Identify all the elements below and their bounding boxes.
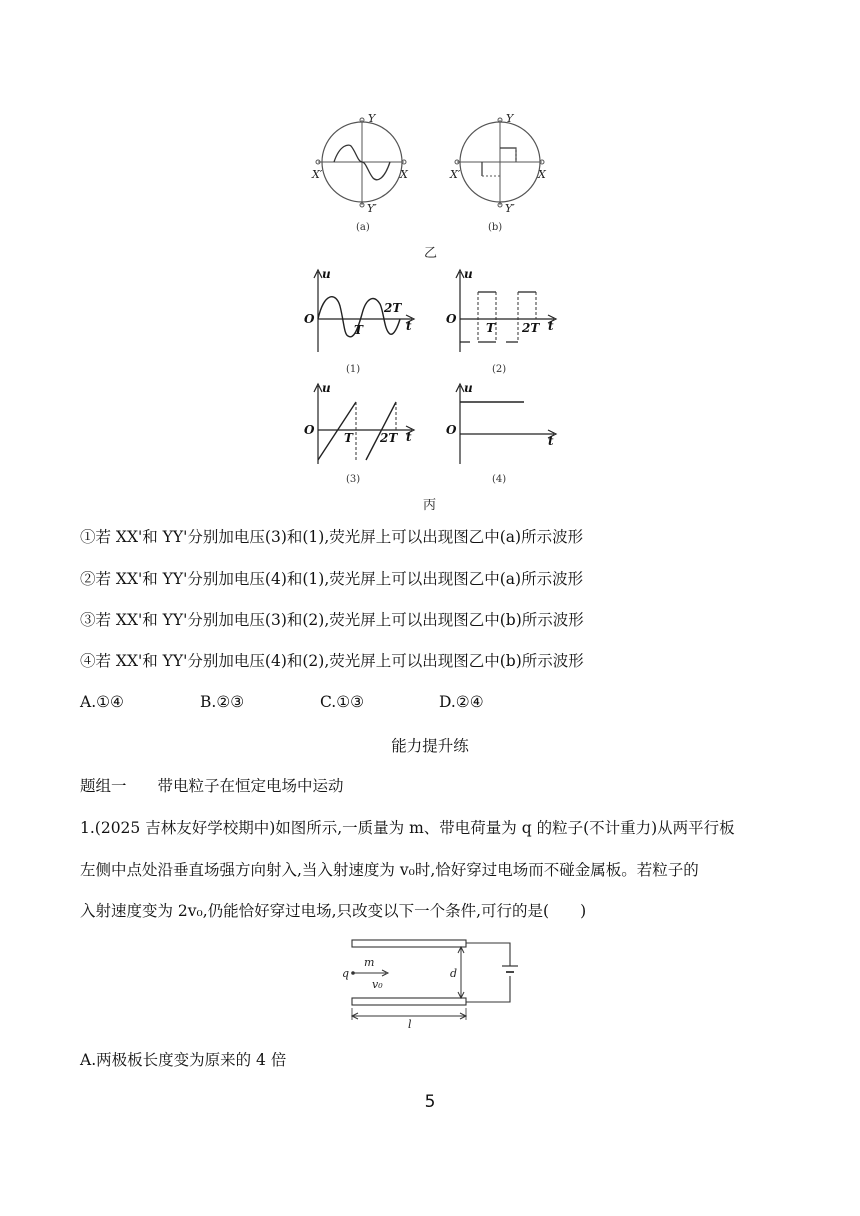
y-label-a: Y xyxy=(368,112,376,125)
plate-figure xyxy=(330,936,530,1028)
x-label-a: X xyxy=(400,168,408,181)
u-label-4: u xyxy=(464,381,473,395)
x-neg-label-a: X′ xyxy=(312,168,323,181)
option-d: D.②④ xyxy=(439,693,484,711)
label-m: m xyxy=(364,956,375,969)
statement-1: ①若 XX'和 YY'分别加电压(3)和(1),荧光屏上可以出现图乙中(a)所示波形 xyxy=(80,528,584,546)
lower-plate xyxy=(352,998,466,1005)
option-c: C.①③ xyxy=(320,693,365,711)
screen-a xyxy=(311,112,409,215)
question-line-2: 左侧中点处沿垂直场强方向射入,当入射速度为 v₀时,恰好穿过电场而不碰金属板。若粒子的 xyxy=(80,861,699,879)
graph-3 xyxy=(304,381,414,464)
t-label-4: t xyxy=(548,434,554,448)
tick-T-1: T xyxy=(354,323,363,337)
answer-a: A.两极板长度变为原来的 4 倍 xyxy=(80,1051,287,1069)
tick-T-3: T xyxy=(344,431,353,445)
tick-T-2: T xyxy=(486,321,495,335)
group-title: 题组一 带电粒子在恒定电场中运动 xyxy=(80,777,344,795)
option-b: B.②③ xyxy=(200,693,245,711)
u-label-1: u xyxy=(322,267,331,281)
y-neg-label-b: Y′ xyxy=(505,202,515,215)
figure-bing xyxy=(300,264,570,500)
section-title: 能力提升练 xyxy=(391,737,469,755)
label-q: q xyxy=(342,967,350,980)
origin-2: O xyxy=(446,312,457,326)
statement-2: ②若 XX'和 YY'分别加电压(4)和(1),荧光屏上可以出现图乙中(a)所示波形 xyxy=(80,570,584,588)
y-label-b: Y xyxy=(506,112,514,125)
caption-1: (1) xyxy=(346,364,361,375)
t-label-3: t xyxy=(406,430,412,444)
caption-2: (2) xyxy=(492,364,507,375)
upper-plate xyxy=(352,940,466,947)
caption-4: (4) xyxy=(492,474,507,485)
figure-bing-name: 丙 xyxy=(423,498,437,513)
figure-yi-name: 乙 xyxy=(424,246,438,261)
graph-4 xyxy=(446,381,556,464)
u-label-2: u xyxy=(464,267,473,281)
tick-2T-2: 2T xyxy=(522,321,540,335)
screen-b xyxy=(449,112,547,215)
caption-3: (3) xyxy=(346,474,361,485)
t-label-2: t xyxy=(548,319,554,333)
origin-4: O xyxy=(446,423,457,437)
question-line-3: 入射速度变为 2v₀,仍能恰好穿过电场,只改变以下一个条件,可行的是( ) xyxy=(80,902,587,920)
option-a: A.①④ xyxy=(80,693,124,711)
graph-1 xyxy=(304,267,414,352)
origin-1: O xyxy=(304,312,315,326)
t-label-1: t xyxy=(406,319,412,333)
caption-b: (b) xyxy=(488,222,503,233)
label-v0: v₀ xyxy=(372,978,383,991)
caption-a: (a) xyxy=(356,222,370,233)
label-l: l xyxy=(408,1018,412,1028)
u-label-3: u xyxy=(322,381,331,395)
question-line-1: 1.(2025 吉林友好学校期中)如图所示,一质量为 m、带电荷量为 q 的粒子(不计重力)从两平行板 xyxy=(80,819,735,837)
origin-3: O xyxy=(304,423,315,437)
page-number: 5 xyxy=(424,1092,436,1112)
x-label-b: X xyxy=(538,168,546,181)
figure-yi xyxy=(300,108,560,234)
x-neg-label-b: X′ xyxy=(450,168,461,181)
statement-4: ④若 XX'和 YY'分别加电压(4)和(2),荧光屏上可以出现图乙中(b)所示波形 xyxy=(80,652,584,670)
tick-2T-1: 2T xyxy=(384,301,402,315)
label-d: d xyxy=(450,967,458,980)
tick-2T-3: 2T xyxy=(380,431,398,445)
graph-2 xyxy=(446,267,556,352)
y-neg-label-a: Y′ xyxy=(367,202,377,215)
statement-3: ③若 XX'和 YY'分别加电压(3)和(2),荧光屏上可以出现图乙中(b)所示波形 xyxy=(80,611,584,629)
